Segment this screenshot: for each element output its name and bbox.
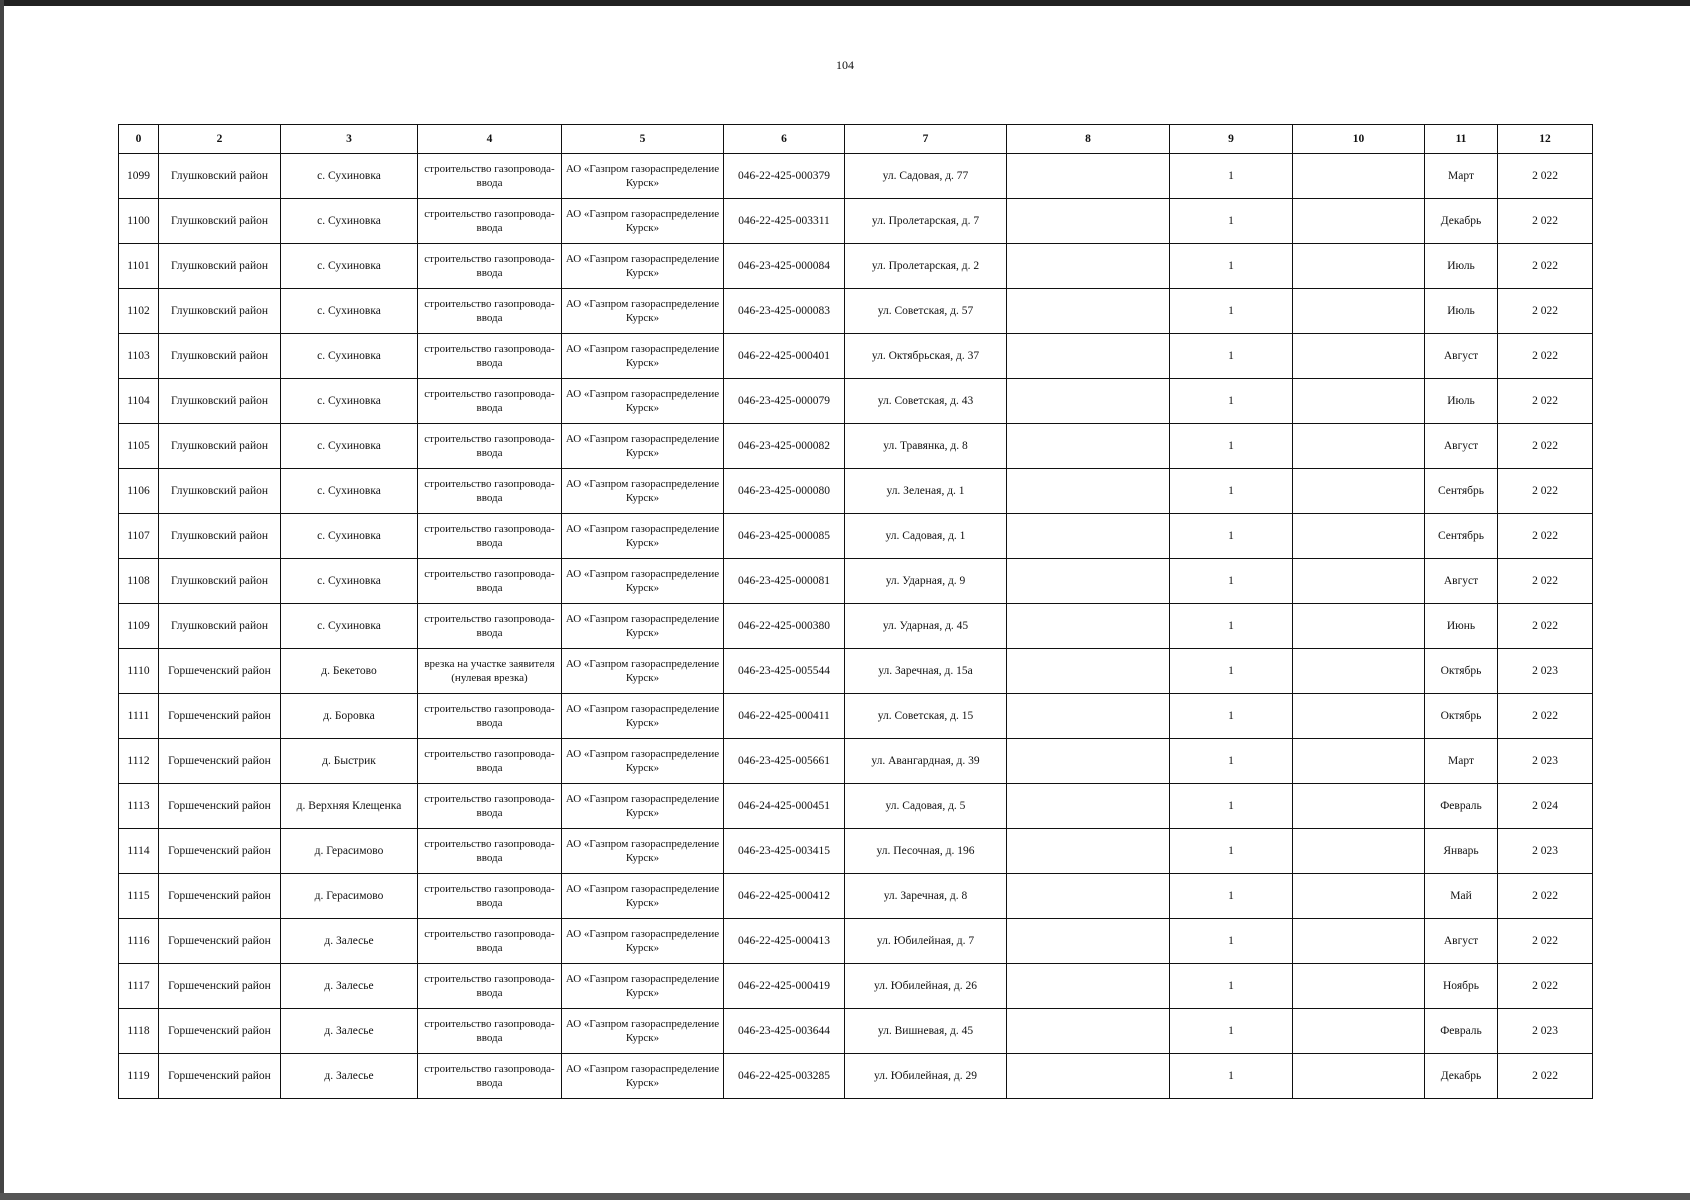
address-cell: ул. Октябрьская, д. 37 xyxy=(845,334,1007,379)
month-cell: Июль xyxy=(1425,379,1498,424)
organization-cell: АО «Газпром газораспределение Курск» xyxy=(562,1009,724,1054)
settlement-cell: с. Сухиновка xyxy=(281,244,418,289)
application-code-cell: 046-23-425-003415 xyxy=(724,829,845,874)
application-code-cell: 046-22-425-000413 xyxy=(724,919,845,964)
table-row xyxy=(119,739,1593,784)
column-10-cell xyxy=(1293,694,1425,739)
column-8-cell xyxy=(1007,604,1170,649)
organization-cell: АО «Газпром газораспределение Курск» xyxy=(562,154,724,199)
year-cell: 2 022 xyxy=(1498,334,1593,379)
table-row xyxy=(119,829,1593,874)
address-cell: ул. Ударная, д. 45 xyxy=(845,604,1007,649)
settlement-cell: д. Залесье xyxy=(281,964,418,1009)
column-10-cell xyxy=(1293,784,1425,829)
application-code-cell: 046-23-425-003644 xyxy=(724,1009,845,1054)
organization-cell: АО «Газпром газораспределение Курск» xyxy=(562,334,724,379)
table-row xyxy=(119,289,1593,334)
table-row xyxy=(119,1009,1593,1054)
column-8-cell xyxy=(1007,244,1170,289)
address-cell: ул. Юбилейная, д. 7 xyxy=(845,919,1007,964)
work-type-cell: строительство газопровода-ввода xyxy=(418,424,562,469)
column-10-cell xyxy=(1293,649,1425,694)
application-code-cell: 046-22-425-000380 xyxy=(724,604,845,649)
quantity-cell: 1 xyxy=(1170,379,1293,424)
district-cell: Глушковский район xyxy=(159,469,281,514)
work-type-cell: врезка на участке заявителя (нулевая врезка) xyxy=(418,649,562,694)
settlement-cell: д. Боровка xyxy=(281,694,418,739)
address-cell: ул. Ударная, д. 9 xyxy=(845,559,1007,604)
column-8-cell xyxy=(1007,784,1170,829)
address-cell: ул. Вишневая, д. 45 xyxy=(845,1009,1007,1054)
organization-cell: АО «Газпром газораспределение Курск» xyxy=(562,829,724,874)
organization-cell: АО «Газпром газораспределение Курск» xyxy=(562,244,724,289)
table-row xyxy=(119,334,1593,379)
address-cell: ул. Авангардная, д. 39 xyxy=(845,739,1007,784)
column-header: 2 xyxy=(159,125,281,154)
column-header: 9 xyxy=(1170,125,1293,154)
row-number: 1105 xyxy=(119,424,159,469)
table-row xyxy=(119,514,1593,559)
application-code-cell: 046-23-425-005544 xyxy=(724,649,845,694)
row-number: 1102 xyxy=(119,289,159,334)
application-code-cell: 046-23-425-000084 xyxy=(724,244,845,289)
column-10-cell xyxy=(1293,739,1425,784)
quantity-cell: 1 xyxy=(1170,244,1293,289)
year-cell: 2 023 xyxy=(1498,649,1593,694)
year-cell: 2 023 xyxy=(1498,829,1593,874)
district-cell: Глушковский район xyxy=(159,334,281,379)
quantity-cell: 1 xyxy=(1170,739,1293,784)
table-row xyxy=(119,154,1593,199)
row-number: 1103 xyxy=(119,334,159,379)
month-cell: Февраль xyxy=(1425,1009,1498,1054)
column-10-cell xyxy=(1293,244,1425,289)
work-type-cell: строительство газопровода-ввода xyxy=(418,244,562,289)
application-code-cell: 046-23-425-000079 xyxy=(724,379,845,424)
column-10-cell xyxy=(1293,379,1425,424)
settlement-cell: д. Залесье xyxy=(281,919,418,964)
column-8-cell xyxy=(1007,739,1170,784)
column-header: 5 xyxy=(562,125,724,154)
settlement-cell: с. Сухиновка xyxy=(281,469,418,514)
row-number: 1118 xyxy=(119,1009,159,1054)
month-cell: Январь xyxy=(1425,829,1498,874)
column-8-cell xyxy=(1007,379,1170,424)
year-cell: 2 022 xyxy=(1498,424,1593,469)
organization-cell: АО «Газпром газораспределение Курск» xyxy=(562,874,724,919)
work-type-cell: строительство газопровода-ввода xyxy=(418,694,562,739)
application-code-cell: 046-23-425-000081 xyxy=(724,559,845,604)
month-cell: Май xyxy=(1425,874,1498,919)
work-type-cell: строительство газопровода-ввода xyxy=(418,154,562,199)
year-cell: 2 022 xyxy=(1498,199,1593,244)
quantity-cell: 1 xyxy=(1170,559,1293,604)
year-cell: 2 022 xyxy=(1498,154,1593,199)
quantity-cell: 1 xyxy=(1170,604,1293,649)
month-cell: Март xyxy=(1425,154,1498,199)
organization-cell: АО «Газпром газораспределение Курск» xyxy=(562,424,724,469)
quantity-cell: 1 xyxy=(1170,919,1293,964)
month-cell: Ноябрь xyxy=(1425,964,1498,1009)
column-8-cell xyxy=(1007,919,1170,964)
table-row xyxy=(119,424,1593,469)
column-10-cell xyxy=(1293,604,1425,649)
year-cell: 2 023 xyxy=(1498,739,1593,784)
table-row xyxy=(119,379,1593,424)
address-cell: ул. Заречная, д. 8 xyxy=(845,874,1007,919)
column-8-cell xyxy=(1007,199,1170,244)
organization-cell: АО «Газпром газораспределение Курск» xyxy=(562,919,724,964)
work-type-cell: строительство газопровода-ввода xyxy=(418,514,562,559)
year-cell: 2 022 xyxy=(1498,469,1593,514)
organization-cell: АО «Газпром газораспределение Курск» xyxy=(562,199,724,244)
row-number: 1113 xyxy=(119,784,159,829)
application-code-cell: 046-22-425-000411 xyxy=(724,694,845,739)
organization-cell: АО «Газпром газораспределение Курск» xyxy=(562,289,724,334)
organization-cell: АО «Газпром газораспределение Курск» xyxy=(562,694,724,739)
address-cell: ул. Советская, д. 43 xyxy=(845,379,1007,424)
table-row xyxy=(119,964,1593,1009)
column-8-cell xyxy=(1007,694,1170,739)
table-row xyxy=(119,694,1593,739)
month-cell: Июль xyxy=(1425,244,1498,289)
scan-edge-left xyxy=(0,0,4,1200)
column-8-cell xyxy=(1007,334,1170,379)
quantity-cell: 1 xyxy=(1170,514,1293,559)
district-cell: Горшеченский район xyxy=(159,694,281,739)
year-cell: 2 022 xyxy=(1498,694,1593,739)
address-cell: ул. Травянка, д. 8 xyxy=(845,424,1007,469)
month-cell: Август xyxy=(1425,919,1498,964)
settlement-cell: с. Сухиновка xyxy=(281,514,418,559)
address-cell: ул. Советская, д. 15 xyxy=(845,694,1007,739)
column-8-cell xyxy=(1007,559,1170,604)
district-cell: Глушковский район xyxy=(159,244,281,289)
month-cell: Сентябрь xyxy=(1425,514,1498,559)
district-cell: Глушковский район xyxy=(159,514,281,559)
organization-cell: АО «Газпром газораспределение Курск» xyxy=(562,514,724,559)
year-cell: 2 022 xyxy=(1498,874,1593,919)
address-cell: ул. Юбилейная, д. 26 xyxy=(845,964,1007,1009)
settlement-cell: д. Залесье xyxy=(281,1054,418,1099)
column-8-cell xyxy=(1007,964,1170,1009)
district-cell: Горшеченский район xyxy=(159,1054,281,1099)
quantity-cell: 1 xyxy=(1170,1009,1293,1054)
quantity-cell: 1 xyxy=(1170,154,1293,199)
work-type-cell: строительство газопровода-ввода xyxy=(418,604,562,649)
district-cell: Горшеченский район xyxy=(159,874,281,919)
column-10-cell xyxy=(1293,334,1425,379)
work-type-cell: строительство газопровода-ввода xyxy=(418,829,562,874)
year-cell: 2 022 xyxy=(1498,919,1593,964)
table-row xyxy=(119,244,1593,289)
row-number: 1101 xyxy=(119,244,159,289)
year-cell: 2 022 xyxy=(1498,289,1593,334)
settlement-cell: с. Сухиновка xyxy=(281,559,418,604)
application-code-cell: 046-23-425-000083 xyxy=(724,289,845,334)
month-cell: Октябрь xyxy=(1425,649,1498,694)
column-10-cell xyxy=(1293,1009,1425,1054)
column-header: 6 xyxy=(724,125,845,154)
month-cell: Август xyxy=(1425,424,1498,469)
quantity-cell: 1 xyxy=(1170,334,1293,379)
organization-cell: АО «Газпром газораспределение Курск» xyxy=(562,379,724,424)
district-cell: Горшеченский район xyxy=(159,964,281,1009)
address-cell: ул. Садовая, д. 5 xyxy=(845,784,1007,829)
row-number: 1108 xyxy=(119,559,159,604)
district-cell: Глушковский район xyxy=(159,289,281,334)
column-10-cell xyxy=(1293,469,1425,514)
quantity-cell: 1 xyxy=(1170,829,1293,874)
address-cell: ул. Садовая, д. 1 xyxy=(845,514,1007,559)
settlement-cell: д. Бекетово xyxy=(281,649,418,694)
district-cell: Горшеченский район xyxy=(159,829,281,874)
address-cell: ул. Садовая, д. 77 xyxy=(845,154,1007,199)
column-10-cell xyxy=(1293,964,1425,1009)
column-10-cell xyxy=(1293,829,1425,874)
settlement-cell: д. Герасимово xyxy=(281,829,418,874)
address-cell: ул. Советская, д. 57 xyxy=(845,289,1007,334)
table-row xyxy=(119,784,1593,829)
application-code-cell: 046-23-425-000085 xyxy=(724,514,845,559)
table-row xyxy=(119,199,1593,244)
settlement-cell: с. Сухиновка xyxy=(281,154,418,199)
year-cell: 2 022 xyxy=(1498,604,1593,649)
column-10-cell xyxy=(1293,289,1425,334)
quantity-cell: 1 xyxy=(1170,469,1293,514)
year-cell: 2 022 xyxy=(1498,379,1593,424)
organization-cell: АО «Газпром газораспределение Курск» xyxy=(562,784,724,829)
work-type-cell: строительство газопровода-ввода xyxy=(418,1009,562,1054)
quantity-cell: 1 xyxy=(1170,694,1293,739)
quantity-cell: 1 xyxy=(1170,649,1293,694)
row-number: 1106 xyxy=(119,469,159,514)
work-type-cell: строительство газопровода-ввода xyxy=(418,739,562,784)
quantity-cell: 1 xyxy=(1170,289,1293,334)
year-cell: 2 024 xyxy=(1498,784,1593,829)
register-table xyxy=(118,124,1593,1099)
column-8-cell xyxy=(1007,1009,1170,1054)
column-8-cell xyxy=(1007,649,1170,694)
table-row xyxy=(119,559,1593,604)
row-number: 1116 xyxy=(119,919,159,964)
work-type-cell: строительство газопровода-ввода xyxy=(418,334,562,379)
work-type-cell: строительство газопровода-ввода xyxy=(418,919,562,964)
column-10-cell xyxy=(1293,919,1425,964)
column-header: 0 xyxy=(119,125,159,154)
month-cell: Сентябрь xyxy=(1425,469,1498,514)
month-cell: Февраль xyxy=(1425,784,1498,829)
column-10-cell xyxy=(1293,874,1425,919)
application-code-cell: 046-22-425-000379 xyxy=(724,154,845,199)
column-8-cell xyxy=(1007,1054,1170,1099)
work-type-cell: строительство газопровода-ввода xyxy=(418,1054,562,1099)
row-number: 1111 xyxy=(119,694,159,739)
row-number: 1117 xyxy=(119,964,159,1009)
work-type-cell: строительство газопровода-ввода xyxy=(418,559,562,604)
district-cell: Глушковский район xyxy=(159,154,281,199)
settlement-cell: с. Сухиновка xyxy=(281,334,418,379)
table-row xyxy=(119,919,1593,964)
year-cell: 2 022 xyxy=(1498,1054,1593,1099)
application-code-cell: 046-22-425-003285 xyxy=(724,1054,845,1099)
row-number: 1110 xyxy=(119,649,159,694)
year-cell: 2 022 xyxy=(1498,244,1593,289)
column-8-cell xyxy=(1007,289,1170,334)
settlement-cell: с. Сухиновка xyxy=(281,604,418,649)
organization-cell: АО «Газпром газораспределение Курск» xyxy=(562,739,724,784)
application-code-cell: 046-22-425-000401 xyxy=(724,334,845,379)
row-number: 1112 xyxy=(119,739,159,784)
application-code-cell: 046-22-425-000412 xyxy=(724,874,845,919)
address-cell: ул. Песочная, д. 196 xyxy=(845,829,1007,874)
district-cell: Горшеченский район xyxy=(159,784,281,829)
district-cell: Горшеченский район xyxy=(159,1009,281,1054)
work-type-cell: строительство газопровода-ввода xyxy=(418,379,562,424)
settlement-cell: с. Сухиновка xyxy=(281,424,418,469)
table-row xyxy=(119,649,1593,694)
settlement-cell: д. Верхняя Клещенка xyxy=(281,784,418,829)
settlement-cell: с. Сухиновка xyxy=(281,379,418,424)
organization-cell: АО «Газпром газораспределение Курск» xyxy=(562,1054,724,1099)
row-number: 1107 xyxy=(119,514,159,559)
district-cell: Глушковский район xyxy=(159,379,281,424)
column-header: 11 xyxy=(1425,125,1498,154)
column-10-cell xyxy=(1293,199,1425,244)
district-cell: Глушковский район xyxy=(159,604,281,649)
address-cell: ул. Пролетарская, д. 7 xyxy=(845,199,1007,244)
quantity-cell: 1 xyxy=(1170,964,1293,1009)
work-type-cell: строительство газопровода-ввода xyxy=(418,199,562,244)
work-type-cell: строительство газопровода-ввода xyxy=(418,874,562,919)
quantity-cell: 1 xyxy=(1170,424,1293,469)
month-cell: Июнь xyxy=(1425,604,1498,649)
application-code-cell: 046-22-425-000419 xyxy=(724,964,845,1009)
organization-cell: АО «Газпром газораспределение Курск» xyxy=(562,604,724,649)
column-header: 10 xyxy=(1293,125,1425,154)
row-number: 1099 xyxy=(119,154,159,199)
row-number: 1109 xyxy=(119,604,159,649)
address-cell: ул. Зеленая, д. 1 xyxy=(845,469,1007,514)
row-number: 1119 xyxy=(119,1054,159,1099)
year-cell: 2 022 xyxy=(1498,514,1593,559)
district-cell: Горшеченский район xyxy=(159,739,281,784)
table-body xyxy=(119,154,1593,1099)
table-row xyxy=(119,604,1593,649)
work-type-cell: строительство газопровода-ввода xyxy=(418,964,562,1009)
application-code-cell: 046-23-425-000082 xyxy=(724,424,845,469)
quantity-cell: 1 xyxy=(1170,1054,1293,1099)
work-type-cell: строительство газопровода-ввода xyxy=(418,289,562,334)
year-cell: 2 023 xyxy=(1498,1009,1593,1054)
organization-cell: АО «Газпром газораспределение Курск» xyxy=(562,559,724,604)
month-cell: Март xyxy=(1425,739,1498,784)
column-10-cell xyxy=(1293,424,1425,469)
address-cell: ул. Заречная, д. 15а xyxy=(845,649,1007,694)
month-cell: Август xyxy=(1425,334,1498,379)
quantity-cell: 1 xyxy=(1170,874,1293,919)
district-cell: Глушковский район xyxy=(159,559,281,604)
settlement-cell: д. Герасимово xyxy=(281,874,418,919)
year-cell: 2 022 xyxy=(1498,559,1593,604)
work-type-cell: строительство газопровода-ввода xyxy=(418,469,562,514)
row-number: 1100 xyxy=(119,199,159,244)
application-code-cell: 046-23-425-000080 xyxy=(724,469,845,514)
column-header: 7 xyxy=(845,125,1007,154)
settlement-cell: д. Быстрик xyxy=(281,739,418,784)
work-type-cell: строительство газопровода-ввода xyxy=(418,784,562,829)
organization-cell: АО «Газпром газораспределение Курск» xyxy=(562,964,724,1009)
district-cell: Глушковский район xyxy=(159,199,281,244)
column-8-cell xyxy=(1007,154,1170,199)
scan-edge-bottom xyxy=(0,1193,1690,1200)
address-cell: ул. Юбилейная, д. 29 xyxy=(845,1054,1007,1099)
settlement-cell: с. Сухиновка xyxy=(281,199,418,244)
header-row xyxy=(119,125,1593,154)
column-10-cell xyxy=(1293,1054,1425,1099)
district-cell: Глушковский район xyxy=(159,424,281,469)
table-row xyxy=(119,1054,1593,1099)
column-header: 3 xyxy=(281,125,418,154)
month-cell: Декабрь xyxy=(1425,199,1498,244)
application-code-cell: 046-22-425-003311 xyxy=(724,199,845,244)
column-10-cell xyxy=(1293,514,1425,559)
settlement-cell: с. Сухиновка xyxy=(281,289,418,334)
table-row xyxy=(119,874,1593,919)
page-number: 104 xyxy=(836,58,854,72)
address-cell: ул. Пролетарская, д. 2 xyxy=(845,244,1007,289)
application-code-cell: 046-23-425-005661 xyxy=(724,739,845,784)
month-cell: Декабрь xyxy=(1425,1054,1498,1099)
settlement-cell: д. Залесье xyxy=(281,1009,418,1054)
scan-edge-top xyxy=(0,0,1690,6)
column-8-cell xyxy=(1007,514,1170,559)
district-cell: Горшеченский район xyxy=(159,649,281,694)
organization-cell: АО «Газпром газораспределение Курск» xyxy=(562,649,724,694)
column-10-cell xyxy=(1293,559,1425,604)
year-cell: 2 022 xyxy=(1498,964,1593,1009)
column-8-cell xyxy=(1007,829,1170,874)
column-header: 4 xyxy=(418,125,562,154)
table-row xyxy=(119,469,1593,514)
column-8-cell xyxy=(1007,469,1170,514)
district-cell: Горшеченский район xyxy=(159,919,281,964)
quantity-cell: 1 xyxy=(1170,199,1293,244)
month-cell: Август xyxy=(1425,559,1498,604)
quantity-cell: 1 xyxy=(1170,784,1293,829)
organization-cell: АО «Газпром газораспределение Курск» xyxy=(562,469,724,514)
month-cell: Июль xyxy=(1425,289,1498,334)
month-cell: Октябрь xyxy=(1425,694,1498,739)
application-code-cell: 046-24-425-000451 xyxy=(724,784,845,829)
row-number: 1114 xyxy=(119,829,159,874)
row-number: 1115 xyxy=(119,874,159,919)
column-10-cell xyxy=(1293,154,1425,199)
column-header: 12 xyxy=(1498,125,1593,154)
row-number: 1104 xyxy=(119,379,159,424)
column-8-cell xyxy=(1007,424,1170,469)
column-8-cell xyxy=(1007,874,1170,919)
column-header: 8 xyxy=(1007,125,1170,154)
